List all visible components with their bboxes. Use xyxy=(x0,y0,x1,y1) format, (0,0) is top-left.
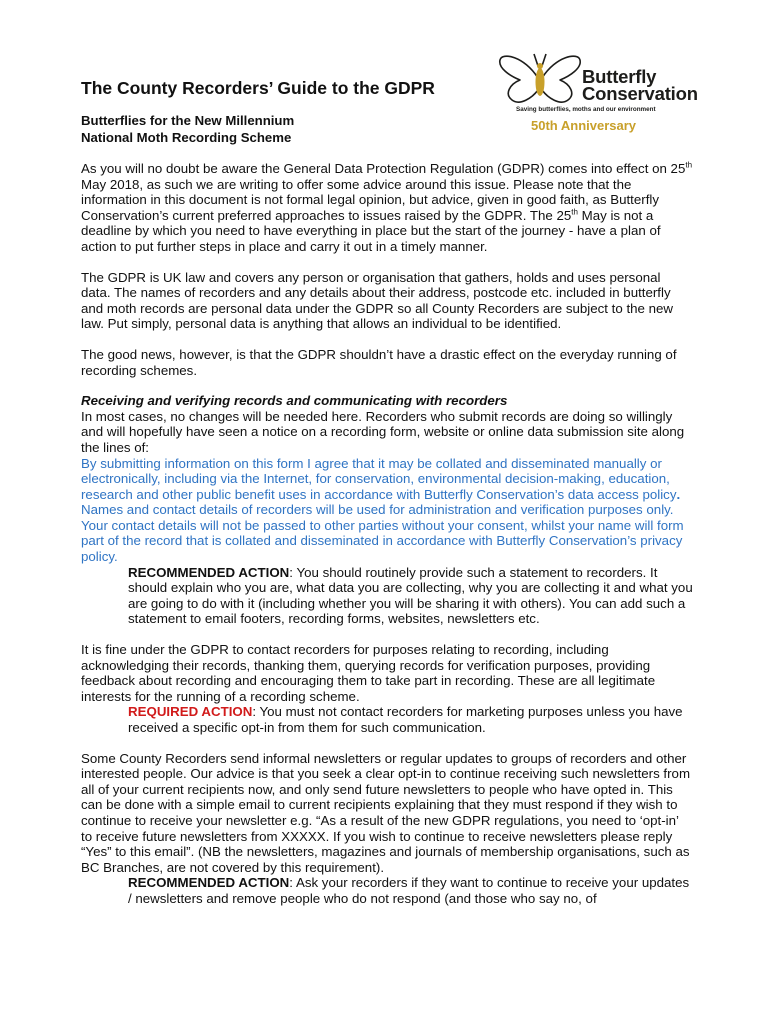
paragraph-gdpr-law: The GDPR is UK law and covers any person or organisation that gathers, holds and uses personal data. The names of recorders and any details about their address, postcode etc. included in butterfly and moth records are personal data under the GDPR so all County Recorders are subject to the new law. Put simply, personal data is anything that allows an individual to be identified. xyxy=(81,269,674,332)
subtitle-block xyxy=(81,112,294,146)
paragraph-most-cases: In most cases, no changes will be needed here. Recorders who submit records are doing so willingly and will hopefully have seen a notice on a recording form, website or online data submission site along the lines of: xyxy=(81,408,685,455)
privacy-statement-b: Names and contact details of recorders will be used for administration and verification purposes only. Your contact details will not be passed to other parties without your consent, whilst your name will form part of the record that is collated and disseminated in accordance with Butterfly Conservation’s privacy policy. xyxy=(81,502,684,565)
paragraph-intro xyxy=(81,161,693,255)
page-title: The County Recorders’ Guide to the GDPR xyxy=(81,78,435,98)
logo-tagline: Saving butterflies, moths and our environment xyxy=(516,106,656,113)
action-label: RECOMMENDED ACTION xyxy=(128,564,290,580)
required-text: : You must not contact recorders for marketing purposes unless you have received a specific opt-in from them for such communication. xyxy=(128,704,683,735)
privacy-statement-dot: . xyxy=(676,486,681,502)
logo-name-line1: Butterfly xyxy=(582,66,657,87)
paragraph-good-news: The good news, however, is that the GDPR shouldn’t have a drastic effect on the everyday running of recording schemes. xyxy=(81,346,677,378)
action-label: RECOMMENDED ACTION xyxy=(128,875,290,891)
logo-wordmark xyxy=(582,68,698,102)
privacy-statement-a: By submitting information on this form I agree that it may be collated and disseminated manually or electronically, including via the Internet, for conservation, environmental decision-making, education, research and other public benefit uses in accordance with Butterfly Conservation’s data access policy xyxy=(81,455,677,502)
paragraph-contact-recorders: It is fine under the GDPR to contact recorders for purposes relating to recording, including acknowledging their records, thanking them, querying records for verification purposes, providing feedback about recording and encouraging them to take part in recording. These are all legitimate interests for the running of a recording scheme. xyxy=(81,642,656,704)
intro-part-b: May 2018, as such we are writing to offer some advice around this issue. Please note that the information in this document is not formal legal opinion, but advice, given in good faith, as Butterfly Conservation’s current preferred approaches to issues raised by the GDPR. The 25 xyxy=(81,176,659,223)
logo-anniversary: 50th Anniversary xyxy=(531,118,637,133)
intro-sup-1: th xyxy=(685,160,693,170)
action-text: : You should routinely provide such a statement to recorders. It should explain who you are, what data you are collecting, why you are collecting it and what you are going to do with it (including whether you will be sharing it with others). You can add such a statement to email footers, recording forms, websites, newsletters etc. xyxy=(128,564,693,627)
subtitle-1: Butterflies for the New Millennium xyxy=(81,113,295,128)
recommended-action-2 xyxy=(128,875,693,906)
recommended-action-1 xyxy=(128,565,693,627)
subtitle-2: National Moth Recording Scheme xyxy=(81,130,292,145)
intro-part-a: As you will no doubt be aware the General Data Protection Regulation (GDPR) comes into effect on 25 xyxy=(81,161,686,176)
intro-part-c: May is not a deadline by which you need to have everything in place but the start of the journey - have a plan of action to put further steps in place and carry it out in a timely manner. xyxy=(81,207,661,254)
required-action xyxy=(128,704,693,735)
section-heading: Receiving and verifying records and communicating with recorders xyxy=(81,393,508,409)
action-text: : Ask your recorders if they want to continue to receive your updates / newsletters and remove people who do not respond (and those who say no, of xyxy=(128,875,690,906)
logo-name-line2: Conservation xyxy=(582,83,698,104)
document-body xyxy=(81,161,693,907)
required-label: REQUIRED ACTION xyxy=(128,704,253,720)
paragraph-newsletters: Some County Recorders send informal newsletters or regular updates to groups of recorders and other interested people. Our advice is that you seek a clear opt-in to continue receiving such newsletters from all of your current recipients now, and only send future newsletters to people who have opted in. This can be done with a simple email to current recipients explaining that they must respond if they wish to continue to receive your newsletter e.g. “As a result of the new GDPR regulations, you need to ‘opt-in’ to receive future newsletters from XXXXX. If you wish to continue to receive newsletters please reply “Yes” to this email”. (NB the newsletters, magazines and journals of membership organisations, such as BC Branches, are not covered by this requirement). xyxy=(81,750,691,875)
section-receiving-records xyxy=(81,393,693,565)
intro-sup-2: th xyxy=(571,207,578,217)
